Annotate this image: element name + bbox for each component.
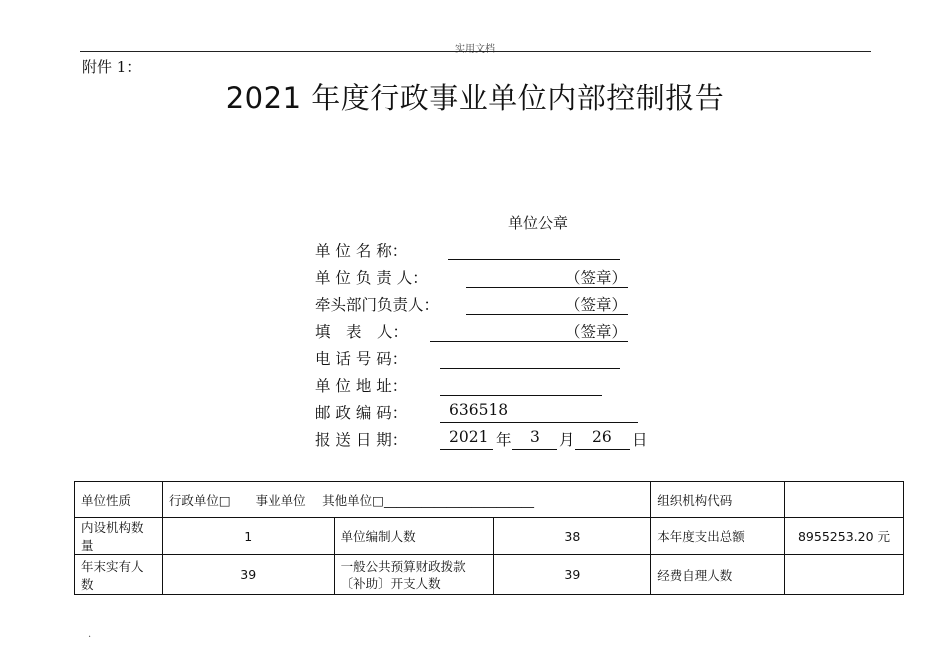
date-year-value: 2021 xyxy=(449,428,489,446)
header-tag: 实用文档 xyxy=(455,44,495,55)
funded-staff-value: 39 xyxy=(494,555,651,595)
date-month-char: 月 xyxy=(559,431,575,449)
lead-dept-sign-label: （签章） xyxy=(565,296,628,314)
principal-sign-label: （签章） xyxy=(565,269,628,287)
funded-staff-label-line1: 一般公共预算财政拨款 xyxy=(340,558,466,574)
date-day-char: 日 xyxy=(632,431,648,449)
seal-label: 单位公章 xyxy=(508,214,569,232)
date-day-value: 26 xyxy=(592,428,612,446)
date-month-underline xyxy=(512,449,557,450)
annual-expense-value: 8955253.20 元 xyxy=(785,518,904,555)
org-code-label: 组织机构代码 xyxy=(651,482,785,518)
unit-info-table xyxy=(74,481,904,595)
address-label: 单 位 地 址： xyxy=(315,377,408,395)
lead-dept-underline xyxy=(466,314,628,315)
funded-staff-label-line2: 〔补助〕开支人数 xyxy=(340,575,441,591)
footer-dot: . xyxy=(88,629,92,640)
unit-name-label: 单 位 名 称： xyxy=(315,242,408,260)
annual-expense-label: 本年度支出总额 xyxy=(651,518,785,555)
header-rule xyxy=(80,51,871,52)
principal-label: 单 位 负 责 人： xyxy=(315,269,428,287)
staffing-value: 38 xyxy=(494,518,651,555)
staffing-label: 单位编制人数 xyxy=(334,518,494,555)
actual-staff-label: 年末实有人数 xyxy=(75,555,163,595)
filler-underline xyxy=(430,341,628,342)
attachment-label: 附件 1： xyxy=(82,58,142,76)
date-day-underline xyxy=(575,449,630,450)
filler-label: 填 表 人： xyxy=(315,323,409,341)
phone-underline xyxy=(440,368,620,369)
postcode-label: 邮 政 编 码： xyxy=(315,404,408,422)
table-row xyxy=(75,555,904,595)
org-code-value xyxy=(785,482,904,518)
date-label: 报 送 日 期： xyxy=(315,431,408,449)
page-title: 2021 年度行政事业单位内部控制报告 xyxy=(225,81,725,115)
date-year-char: 年 xyxy=(496,431,512,449)
lead-dept-label: 牵头部门负责人： xyxy=(315,296,440,314)
self-funded-label: 经费自理人数 xyxy=(651,555,785,595)
self-funded-value xyxy=(785,555,904,595)
address-underline xyxy=(440,395,602,396)
actual-staff-value: 39 xyxy=(162,555,334,595)
postcode-value: 636518 xyxy=(449,401,509,419)
unit-nature-options: 行政单位□ 事业单位 其他单位□________________________ xyxy=(162,482,650,518)
date-year-underline xyxy=(440,449,493,450)
principal-underline xyxy=(466,287,628,288)
filler-sign-label: （签章） xyxy=(565,323,628,341)
internal-org-label: 内设机构数量 xyxy=(75,518,163,555)
phone-label: 电 话 号 码： xyxy=(315,350,408,368)
table-row xyxy=(75,518,904,555)
date-month-value: 3 xyxy=(530,428,540,446)
unit-name-underline xyxy=(448,259,620,260)
funded-staff-label xyxy=(334,555,494,595)
unit-nature-label: 单位性质 xyxy=(75,482,163,518)
table-row xyxy=(75,482,904,518)
internal-org-value: 1 xyxy=(162,518,334,555)
postcode-underline xyxy=(440,422,638,423)
